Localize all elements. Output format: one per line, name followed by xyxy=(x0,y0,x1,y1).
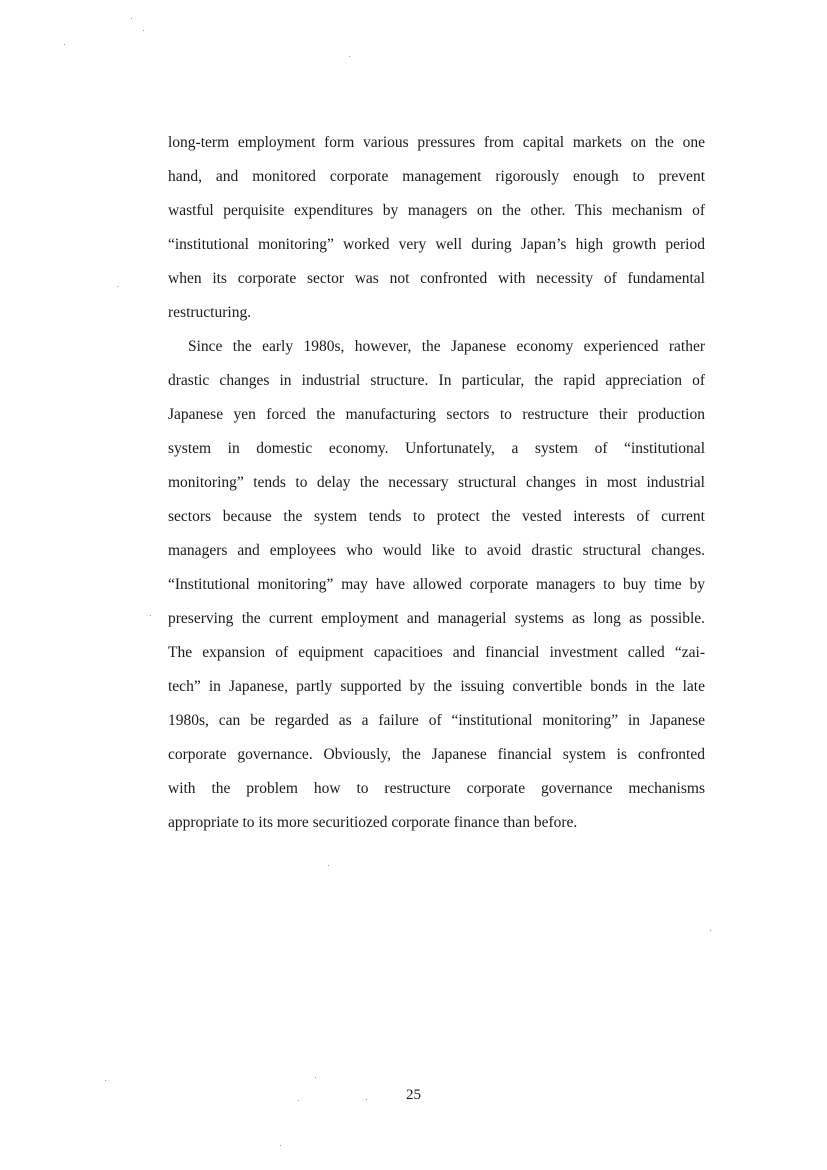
scan-speck xyxy=(328,865,329,866)
scan-speck xyxy=(710,930,711,931)
text-line: with the problem how to restructure corporate governance mechanisms xyxy=(168,780,705,797)
scan-speck xyxy=(105,1080,106,1081)
text-line: drastic changes in industrial structure. In particular, the rapid appreciation of xyxy=(168,372,705,389)
body-text xyxy=(168,126,705,840)
text-line: managers and employees who would like to avoid drastic structural changes. xyxy=(168,542,705,559)
text-line: tech” in Japanese, partly supported by the issuing convertible bonds in the late xyxy=(168,678,705,695)
scan-speck xyxy=(64,44,65,45)
scan-speck xyxy=(315,1077,316,1078)
text-line: corporate governance. Obviously, the Japanese financial system is confronted xyxy=(168,746,705,763)
text-line: 1980s, can be regarded as a failure of “institutional monitoring” in Japanese xyxy=(168,712,705,729)
text-line: wastful perquisite expenditures by managers on the other. This mechanism of xyxy=(168,202,705,219)
scan-speck xyxy=(150,615,151,616)
text-line: preserving the current employment and managerial systems as long as possible. xyxy=(168,610,705,627)
page-number: 25 xyxy=(406,1087,421,1103)
text-line: system in domestic economy. Unfortunately, a system of “institutional xyxy=(168,440,705,457)
text-line: Japanese yen forced the manufacturing sectors to restructure their production xyxy=(168,406,705,423)
text-line: The expansion of equipment capacitioes and financial investment called “zai- xyxy=(168,644,705,661)
scan-speck xyxy=(117,286,118,287)
scan-speck xyxy=(131,18,132,19)
text-line: long-term employment form various pressures from capital markets on the one xyxy=(168,134,705,151)
text-line: hand, and monitored corporate management rigorously enough to prevent xyxy=(168,168,705,185)
scan-speck xyxy=(298,1100,299,1101)
text-line: Since the early 1980s, however, the Japanese economy experienced rather xyxy=(188,338,705,355)
text-line: monitoring” tends to delay the necessary structural changes in most industrial xyxy=(168,474,705,491)
text-line: sectors because the system tends to protect the vested interests of current xyxy=(168,508,705,525)
scan-speck xyxy=(349,56,350,57)
scan-speck xyxy=(366,1099,367,1100)
text-line: “Institutional monitoring” may have allowed corporate managers to buy time by xyxy=(168,576,705,593)
scan-speck xyxy=(280,1145,281,1146)
text-line: when its corporate sector was not confronted with necessity of fundamental xyxy=(168,270,705,287)
text-line: restructuring. xyxy=(168,304,252,321)
scan-speck xyxy=(143,30,144,31)
text-line: “institutional monitoring” worked very well during Japan’s high growth period xyxy=(168,236,705,253)
text-line: appropriate to its more securitiozed corporate finance than before. xyxy=(168,814,578,831)
